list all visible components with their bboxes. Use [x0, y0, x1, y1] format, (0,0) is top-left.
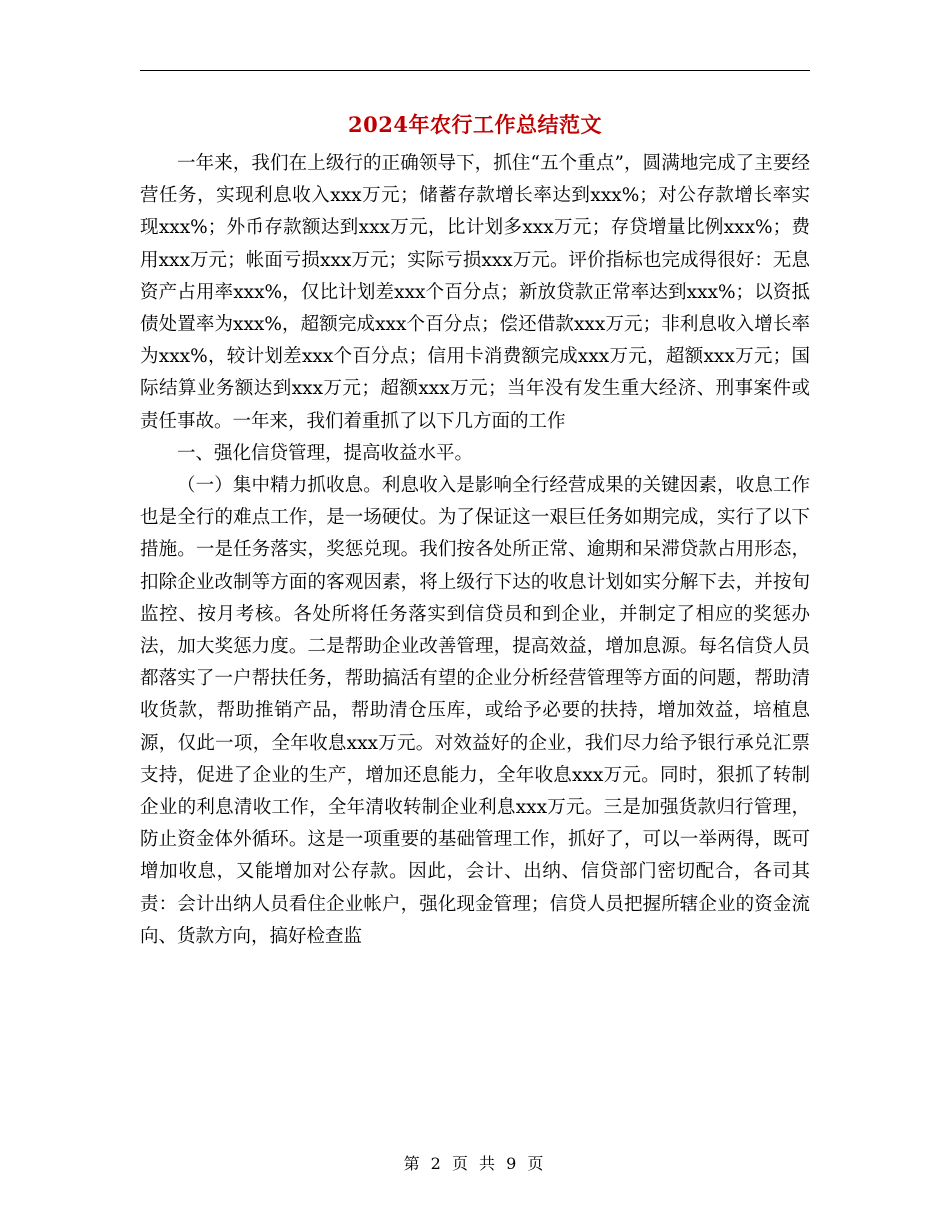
paragraph-intro: 一年来，我们在上级行的正确领导下，抓住“五个重点”，圆满地完成了主要经营任务，实现利息收入xxx万元；储蓄存款增长率达到xxx%；对公存款增长率实现xxx%；外币存款额达到xxx万元，比计划多xxx万元；存贷增量比例xxx%；费用xxx万元；帐面亏损xxx万元；实际亏损xxx万元。评价指标也完成得很好：无息资产占用率xxx%，仅比计划差xxx个百分点；新放贷款正常率达到xxx%；以资抵债处置率为xxx%，超额完成xxx个百分点；偿还借款xxx万元；非利息收入增长率为xxx%，较计划差xxx个百分点；信用卡消费额完成xxx万元，超额xxx万元；国际结算业务额达到xxx万元；超额xxx万元；当年没有发生重大经济、刑事案件或责任事故。一年来，我们着重抓了以下几方面的工作 [140, 153, 810, 432]
document-title: 2024年农行工作总结范文 [348, 112, 602, 137]
page-number-footer: 第 2 页 共 9 页 [403, 1154, 547, 1173]
paragraph-interest: （一）集中精力抓收息。利息收入是影响全行经营成果的关键因素，收息工作也是全行的难点工作，是一场硬仗。为了保证这一艰巨任务如期完成，实行了以下措施。一是任务落实，奖惩兑现。我们按各处所正常、逾期和呆滞贷款占用形态，扣除企业改制等方面的客观因素，将上级行下达的收息计划如实分解下去，并按旬监控、按月考核。各处所将任务落实到信贷员和到企业，并制定了相应的奖惩办法，加大奖惩力度。二是帮助企业改善管理，提高效益，增加息源。每名信贷人员都落实了一户帮扶任务，帮助搞活有望的企业分析经营管理等方面的问题，帮助清收货款，帮助推销产品，帮助清仓压库，或给予必要的扶持，增加效益，培植息源，仅此一项，全年收息xxx万元。对效益好的企业，我们尽力给予银行承兑汇票支持，促进了企业的生产，增加还息能力，全年收息xxx万元。同时，狠抓了转制企业的利息清收工作，全年清收转制企业利息xxx万元。三是加强货款归行管理，防止资金体外循环。这是一项重要的基础管理工作，抓好了，可以一举两得，既可增加收息，又能增加对公存款。因此，会计、出纳、信贷部门密切配合，各司其责：会计出纳人员看住企业帐户，强化现金管理；信贷人员把握所辖企业的资金流向、货款方向，搞好检查监 [140, 475, 810, 947]
document-body [140, 148, 810, 953]
section-heading: 一、强化信贷管理，提高收益水平。 [177, 442, 474, 464]
header-rule [140, 70, 810, 71]
